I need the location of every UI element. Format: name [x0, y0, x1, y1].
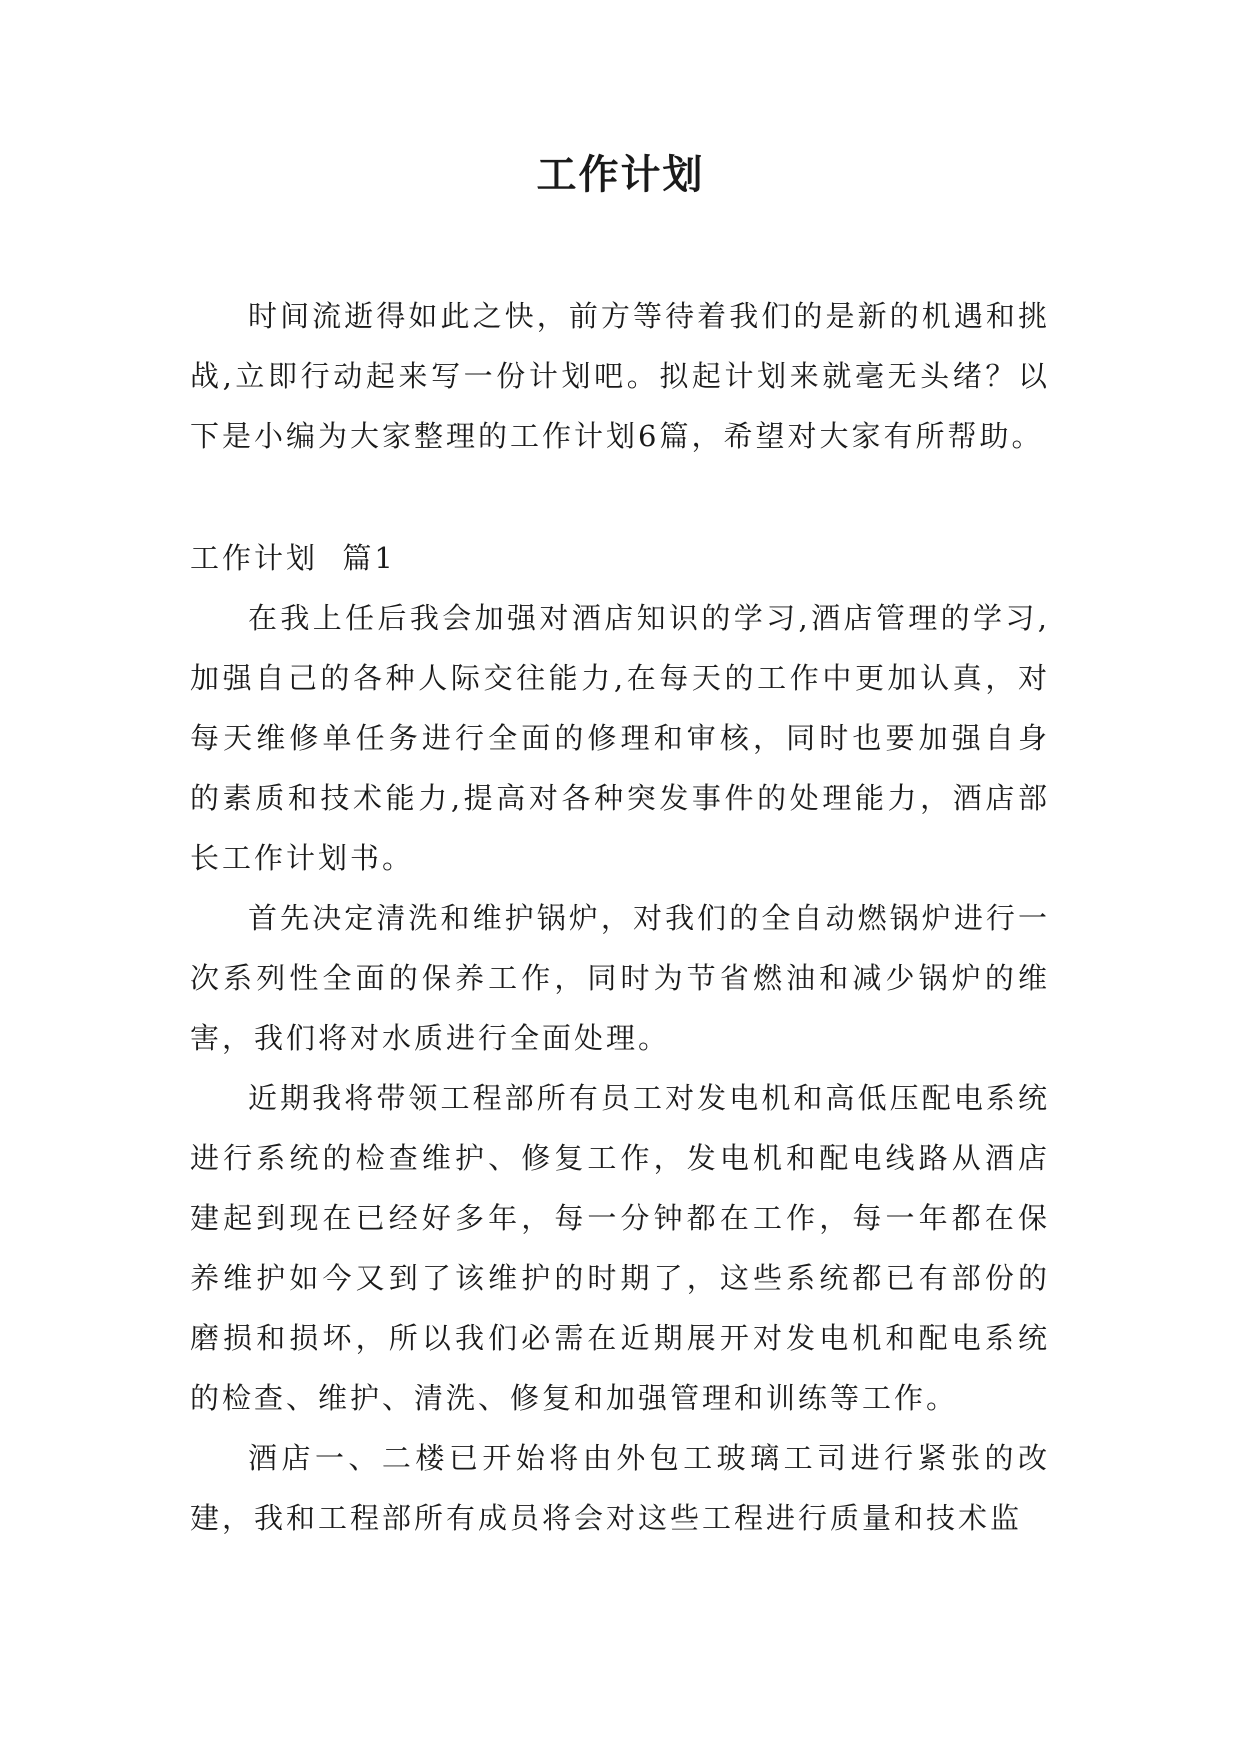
section-heading — [190, 528, 1050, 588]
document-title: 工作计划 — [536, 151, 705, 198]
body-paragraph: 近期我将带领工程部所有员工对发电机和高低压配电系统进行系统的检查维护、修复工作，发电机和配电线路从酒店建起到现在已经好多年，每一分钟都在工作，每一年都在保养维护如今又到了该维护的时期了，这些系统都已有部份的磨损和损坏，所以我们必需在近期展开对发电机和配电系统的检查、维护、清洗、修复和加强管理和训练等工作。 — [190, 1081, 1050, 1415]
body-paragraph: 在我上任后我会加强对酒店知识的学习,酒店管理的学习,加强自己的各种人际交往能力,在每天的工作中更加认真，对每天维修单任务进行全面的修理和审核，同时也要加强自身的素质和技术能力,提高对各种突发事件的处理能力，酒店部长工作计划书。 — [190, 601, 1050, 875]
document-body — [190, 286, 1050, 1548]
body-paragraph: 首先决定清洗和维护锅炉，对我们的全自动燃锅炉进行一次系列性全面的保养工作，同时为节省燃油和减少锅炉的维害，我们将对水质进行全面处理。 — [190, 901, 1050, 1055]
section-heading-text: 工作计划 篇1 — [190, 541, 396, 575]
body-paragraph: 酒店一、二楼已开始将由外包工玻璃工司进行紧张的改建，我和工程部所有成员将会对这些工程进行质量和技术监 — [190, 1441, 1050, 1535]
intro-paragraph: 时间流逝得如此之快，前方等待着我们的是新的机遇和挑战,立即行动起来写一份计划吧。拟起计划来就毫无头绪？以下是小编为大家整理的工作计划6篇，希望对大家有所帮助。 — [190, 299, 1050, 453]
